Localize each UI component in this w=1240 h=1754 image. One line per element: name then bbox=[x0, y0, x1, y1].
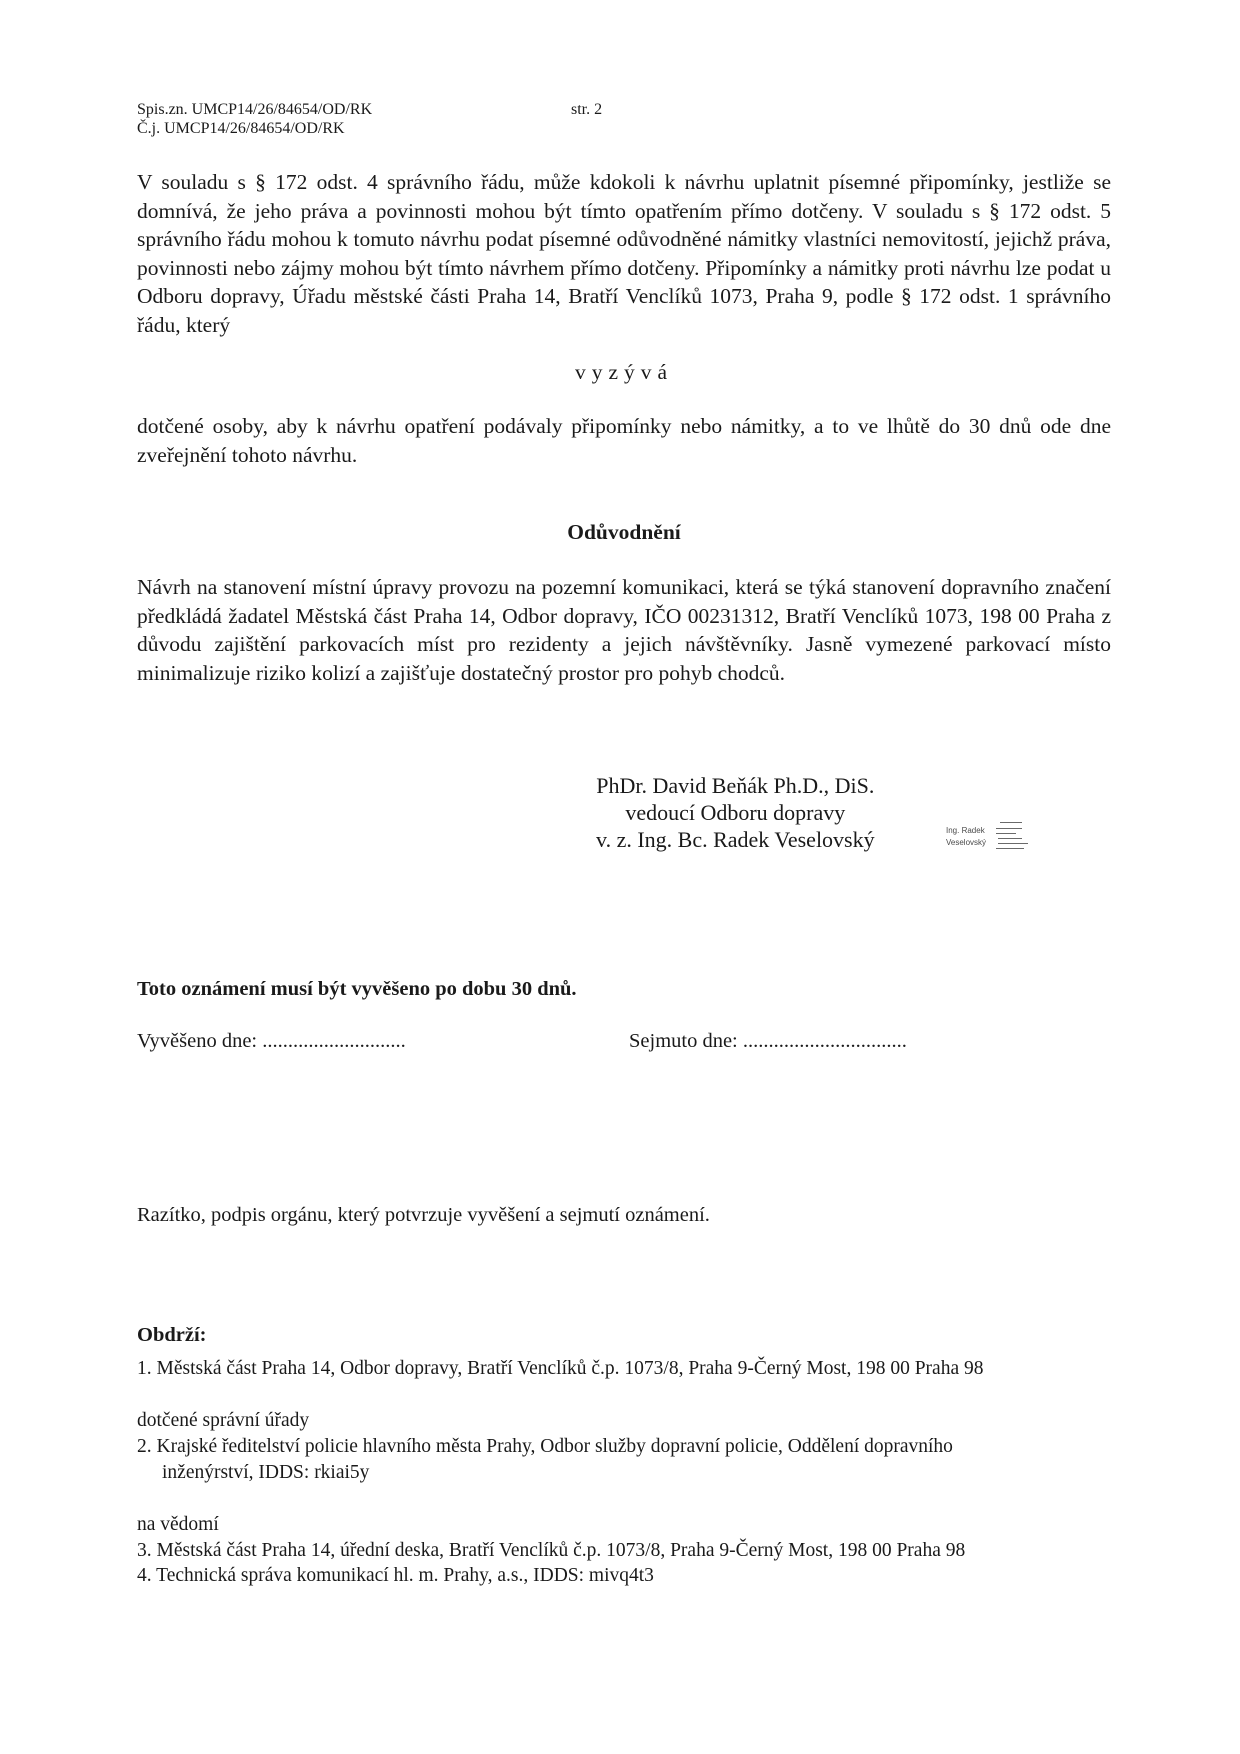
reference-number: Č.j. UMCP14/26/84654/OD/RK bbox=[137, 120, 345, 137]
file-reference: Spis.zn. UMCP14/26/84654/OD/RK bbox=[137, 101, 373, 118]
recipient-2-line1: 2. Krajské ředitelství policie hlavního města Prahy, Odbor služby dopravní policie, Oddělení dopravního bbox=[137, 1436, 953, 1457]
recipient-2-line2: inženýrství, IDDS: rkiai5y bbox=[162, 1462, 370, 1483]
signatory-name: PhDr. David Beňák Ph.D., DiS. bbox=[596, 773, 875, 798]
reasoning-paragraph: Návrh na stanovení místní úpravy provozu na pozemní komunikaci, která se týká stanovení dopravního značení předkládá žadatel Městská část Praha 14, Odbor dopravy, IČO 00231312, Bratří Venclíků 1073, 198 00 Praha z důvodu zajištění parkovacích míst pro rezidenty a jejich návštěvníky. Jasně vymezené parkovací místo minimalizuje riziko kolizí a zajišťuje dostatečný prostor pro pohyb chodců. bbox=[137, 575, 1111, 685]
recipient-4: 4. Technická správa komunikací hl. m. Prahy, a.s., IDDS: mivq4t3 bbox=[137, 1565, 654, 1586]
signature-block bbox=[596, 772, 875, 853]
recipients-heading: Obdrží: bbox=[137, 1324, 207, 1346]
page-number: str. 2 bbox=[571, 101, 603, 118]
removed-date-field: Sejmuto dne: ................................ bbox=[629, 1030, 907, 1052]
call-paragraph: dotčené osoby, aby k návrhu opatření podávaly připomínky nebo námitky, a to ve lhůtě do 30 dnů ode dne zveřejnění tohoto návrhu. bbox=[137, 414, 1111, 467]
recipient-2 bbox=[137, 1434, 1117, 1486]
call-heading: vyzývá bbox=[574, 360, 674, 384]
recipient-3: 3. Městská část Praha 14, úřední deska, Bratří Venclíků č.p. 1073/8, Praha 9-Černý Most, 198 00 Praha 98 bbox=[137, 1540, 966, 1561]
signatory-role: vedoucí Odboru dopravy bbox=[625, 800, 846, 825]
intro-paragraph: V souladu s § 172 odst. 4 správního řádu, může kdokoli k návrhu uplatnit písemné připomínky, jestliže se domnívá, že jeho práva a povinnosti mohou být tímto opatřením přímo dotčeny. V souladu s § 172 odst. 5 správního řádu mohou k tomuto návrhu podat písemné odůvodněné námitky vlastníci nemovitostí, jejichž práva, povinnosti nebo zájmy mohou být tímto návrhem přímo dotčeny. Připomínky a námitky proti návrhu lze podat u Odboru dopravy, Úřadu městské části Praha 14, Bratří Venclíků 1073, Praha 9, podle § 172 odst. 1 správního řádu, který bbox=[137, 170, 1111, 337]
recipient-1: 1. Městská část Praha 14, Odbor dopravy, Bratří Venclíků č.p. 1073/8, Praha 9-Černý Most, 198 00 Praha 98 bbox=[137, 1358, 984, 1379]
reasoning-heading: Odůvodnění bbox=[567, 520, 681, 544]
stamp-name-line1: Ing. Radek bbox=[946, 826, 985, 835]
stamp-name-line2: Veselovský bbox=[946, 838, 987, 847]
stamp-instruction: Razítko, podpis orgánu, který potvrzuje vyvěšení a sejmutí oznámení. bbox=[137, 1204, 710, 1226]
digital-signature-stamp bbox=[944, 818, 1036, 854]
recipient-group-authorities: dotčené správní úřady bbox=[137, 1410, 310, 1431]
posting-duration-notice: Toto oznámení musí být vyvěšeno po dobu 30 dnů. bbox=[137, 978, 577, 1000]
posted-date-field: Vyvěšeno dne: ............................ bbox=[137, 1030, 406, 1052]
recipient-group-info: na vědomí bbox=[137, 1514, 219, 1535]
signatory-proxy: v. z. Ing. Bc. Radek Veselovský bbox=[596, 827, 875, 852]
